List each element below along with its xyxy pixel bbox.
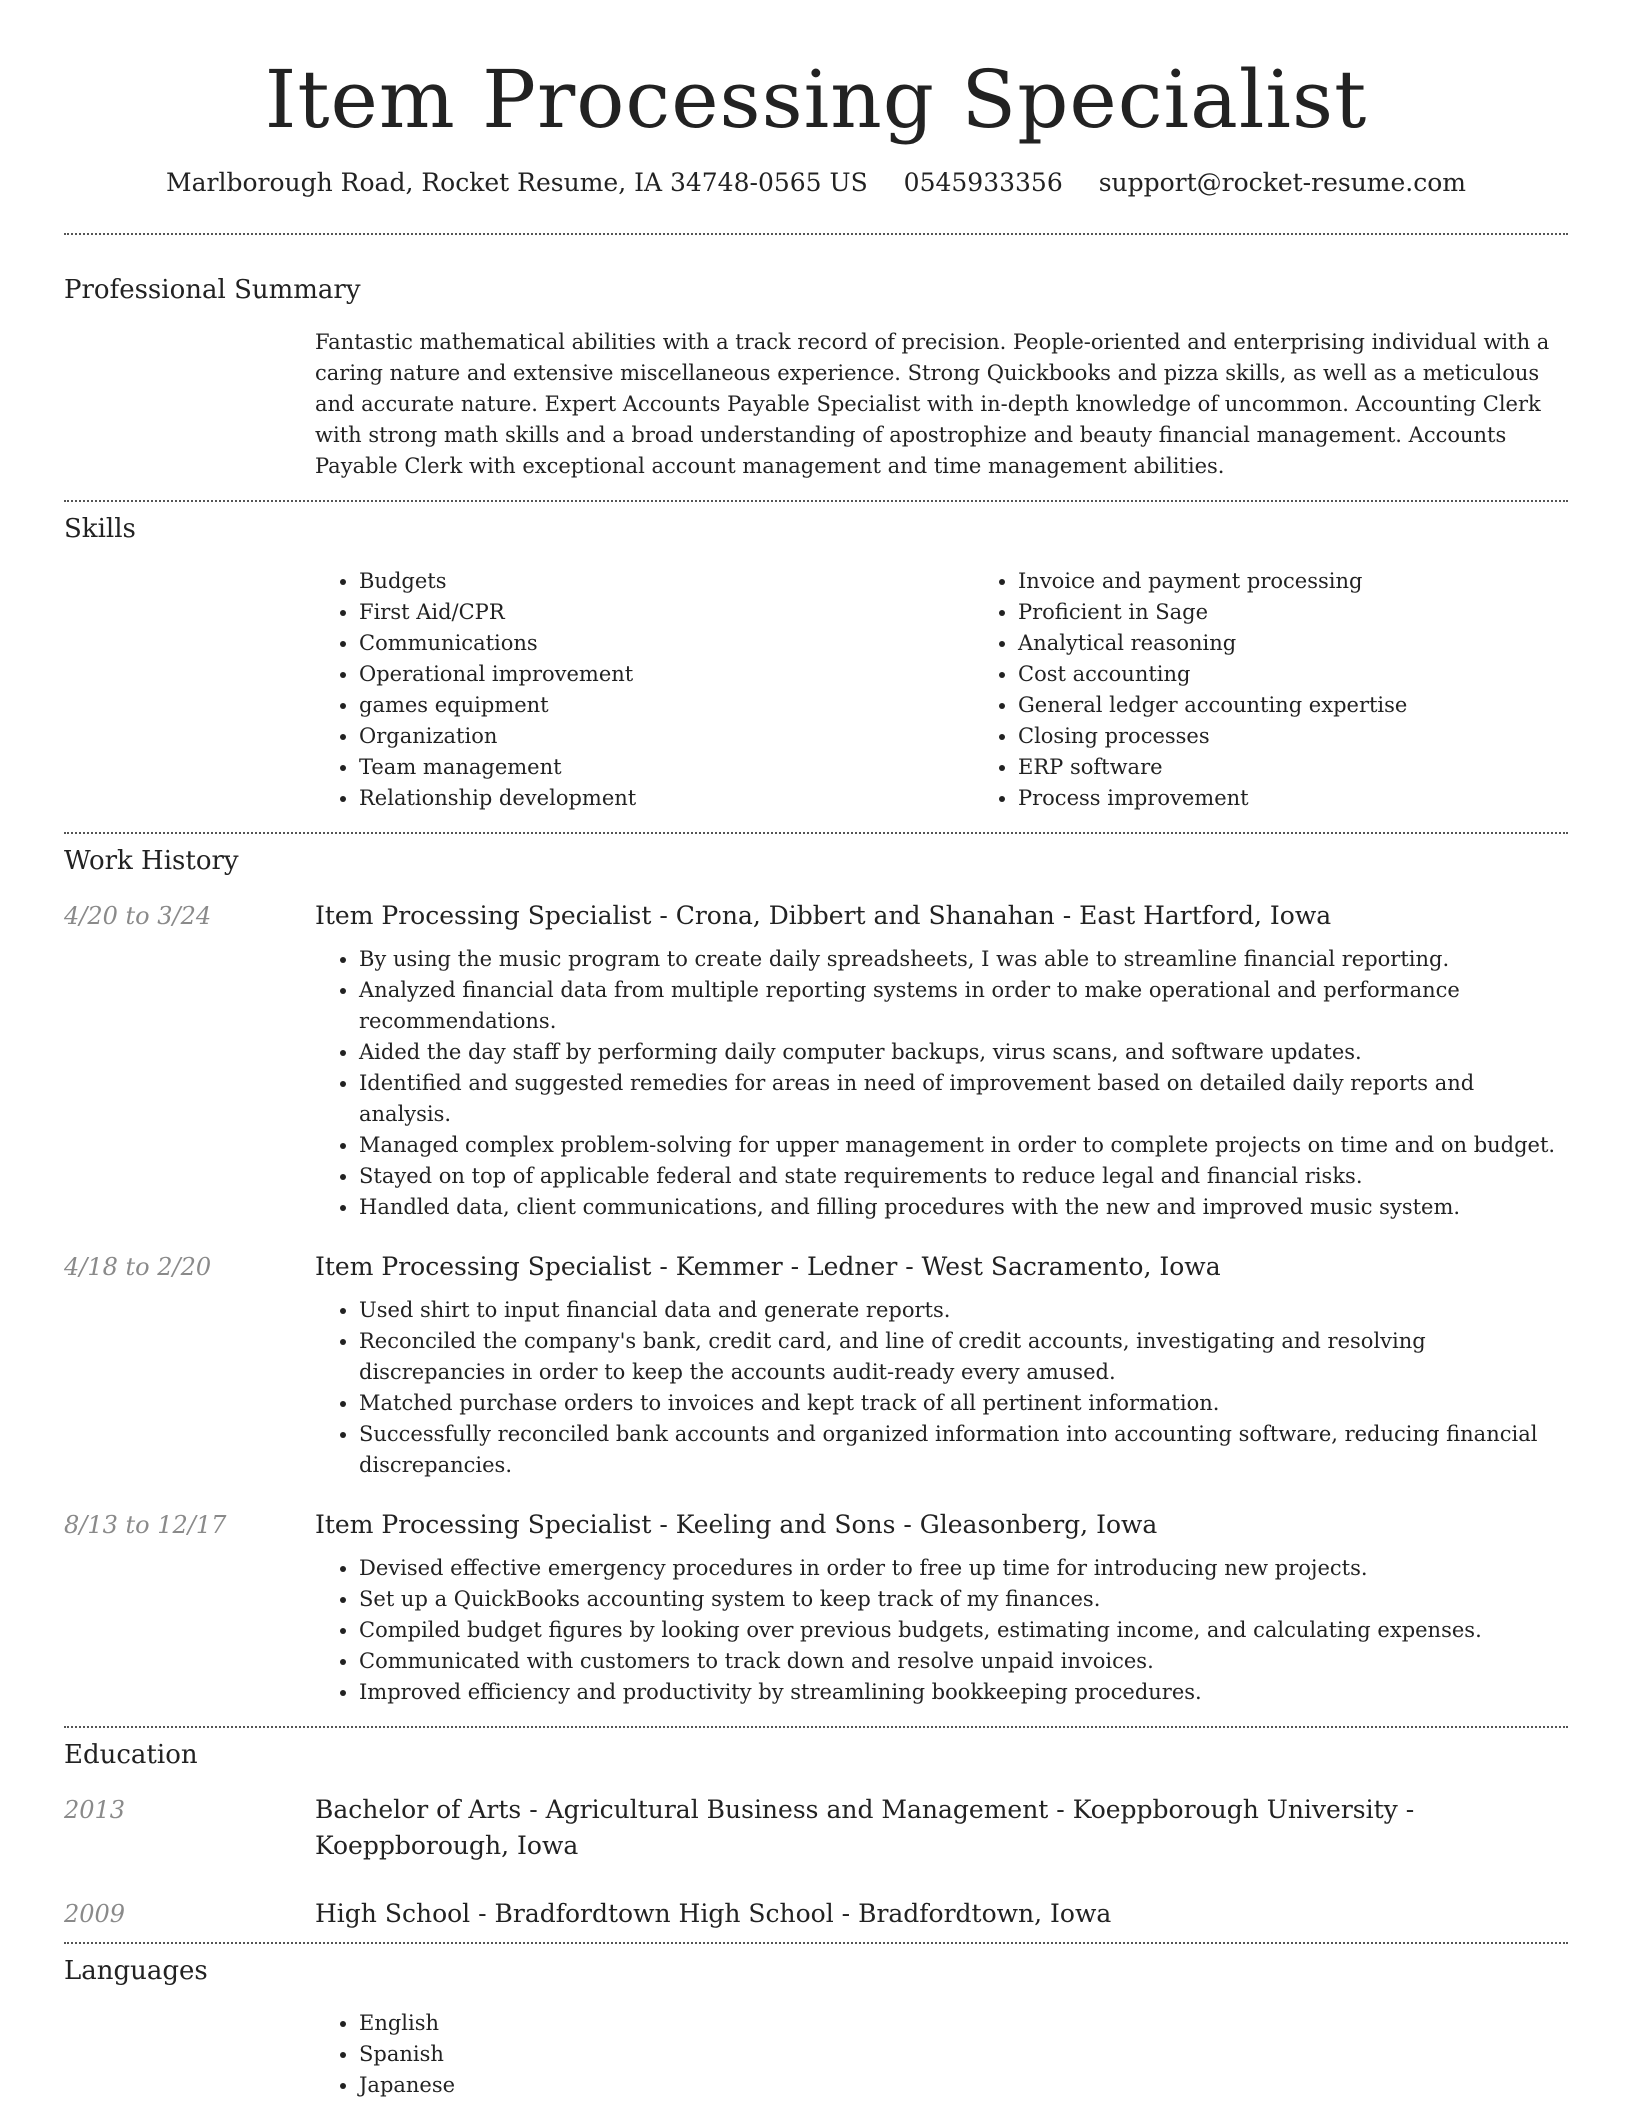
education-title: Bachelor of Arts - Agricultural Business and Management - Koeppborough University - Koeppborough, Iowa xyxy=(315,1795,1415,1860)
job-bullet: • Successfully reconciled bank accounts and organized information into accounting software, reducing financial discrepancies. xyxy=(359,1419,1568,1481)
job-bullet: • Identified and suggested remedies for areas in need of improvement based on detailed daily reports and analysis. xyxy=(359,1068,1568,1130)
skill-item: • General ledger accounting expertise xyxy=(1018,690,1632,721)
education-list xyxy=(64,1792,1568,1932)
job-body xyxy=(315,898,1568,1223)
skill-item: • Relationship development xyxy=(359,783,974,814)
job-title: Item Processing Specialist - Keeling and Sons - Gleasonberg, Iowa xyxy=(315,1510,1158,1539)
job-dates: 4/18 to 2/20 xyxy=(64,1253,212,1281)
job-bullet: • Stayed on top of applicable federal and state requirements to reduce legal and financial risks. xyxy=(359,1161,1568,1192)
summary-text: Fantastic mathematical abilities with a track record of precision. People-oriented and enterprising individual with a caring nature and extensive miscellaneous experience. Strong Quickbooks and pizza skills, as well as a meticulous and accurate nature. Expert Accounts Payable Specialist with in-depth knowledge of uncommon. Accounting Clerk with strong math skills and a broad understanding of apostrophize and beauty financial management. Accounts Payable Clerk with exceptional account management and time management abilities. xyxy=(315,330,1550,478)
section-divider xyxy=(64,832,1568,834)
language-item: • English xyxy=(359,2008,1568,2039)
section-divider xyxy=(64,233,1568,235)
job-list xyxy=(64,898,1568,1708)
languages-heading: Languages xyxy=(64,1956,208,1986)
job-bullet: • Reconciled the company's bank, credit card, and line of credit accounts, investigating and resolving discrepancies in order to keep the accounts audit-ready every amused. xyxy=(359,1326,1568,1388)
languages-list xyxy=(315,2008,1568,2101)
education-section xyxy=(64,1738,1568,1932)
job-title: Item Processing Specialist - Kemmer - Ledner - West Sacramento, Iowa xyxy=(315,1252,1221,1281)
language-item: • Japanese xyxy=(359,2070,1568,2101)
job-bullet: • Handled data, client communications, and filling procedures with the new and improved music system. xyxy=(359,1192,1568,1223)
skill-item: • Invoice and payment processing xyxy=(1018,566,1632,597)
contact-email: support@rocket-resume.com xyxy=(1098,168,1466,197)
skills-list-left xyxy=(315,566,974,814)
resume-page xyxy=(64,0,1568,2101)
job-entry xyxy=(64,898,1568,1223)
skills-list-right xyxy=(974,566,1632,814)
language-item: • Spanish xyxy=(359,2039,1568,2070)
skills-heading: Skills xyxy=(64,514,136,544)
job-bullet: • Analyzed financial data from multiple reporting systems in order to make operational and performance recommendations. xyxy=(359,975,1568,1037)
skill-item: • Organization xyxy=(359,721,974,752)
job-bullet: • By using the music program to create daily spreadsheets, I was able to streamline financial reporting. xyxy=(359,944,1568,975)
job-bullet: • Used shirt to input financial data and generate reports. xyxy=(359,1295,1568,1326)
skill-item: • games equipment xyxy=(359,690,974,721)
languages-section xyxy=(64,1954,1568,2101)
candidate-name: Item Processing Specialist xyxy=(264,53,1368,146)
languages-content xyxy=(315,2008,1568,2101)
skills-columns xyxy=(315,566,1568,814)
education-heading: Education xyxy=(64,1740,198,1770)
education-entry xyxy=(64,1792,1568,1864)
job-dates: 4/20 to 3/24 xyxy=(64,902,212,930)
section-divider xyxy=(64,1726,1568,1728)
contact-phone: 0545933356 xyxy=(903,168,1063,197)
skill-item: • Cost accounting xyxy=(1018,659,1632,690)
job-entry xyxy=(64,1507,1568,1708)
job-entry xyxy=(64,1249,1568,1481)
skill-item: • Team management xyxy=(359,752,974,783)
section-divider xyxy=(64,1942,1568,1944)
skill-item: • Operational improvement xyxy=(359,659,974,690)
job-bullet: • Managed complex problem-solving for upper management in order to complete projects on time and on budget. xyxy=(359,1130,1568,1161)
job-dates: 8/13 to 12/17 xyxy=(64,1511,227,1539)
job-bullet: • Aided the day staff by performing daily computer backups, virus scans, and software updates. xyxy=(359,1037,1568,1068)
skill-item: • ERP software xyxy=(1018,752,1632,783)
work-heading: Work History xyxy=(64,846,239,876)
job-body xyxy=(315,1507,1568,1708)
job-bullets xyxy=(315,1553,1568,1708)
job-bullet: • Set up a QuickBooks accounting system to keep track of my finances. xyxy=(359,1584,1568,1615)
skill-item: • Budgets xyxy=(359,566,974,597)
summary-section xyxy=(64,273,1568,482)
summary-heading: Professional Summary xyxy=(64,275,361,305)
skill-item: • Closing processes xyxy=(1018,721,1632,752)
job-bullets xyxy=(315,944,1568,1223)
skill-item: • Proficient in Sage xyxy=(1018,597,1632,628)
job-bullet: • Matched purchase orders to invoices and kept track of all pertinent information. xyxy=(359,1388,1568,1419)
job-bullet: • Communicated with customers to track down and resolve unpaid invoices. xyxy=(359,1646,1568,1677)
job-title: Item Processing Specialist - Crona, Dibbert and Shanahan - East Hartford, Iowa xyxy=(315,901,1332,930)
job-bullets xyxy=(315,1295,1568,1481)
education-entry xyxy=(64,1896,1568,1932)
job-bullet: • Devised effective emergency procedures in order to free up time for introducing new projects. xyxy=(359,1553,1568,1584)
summary-content xyxy=(315,327,1568,482)
skill-item: • Analytical reasoning xyxy=(1018,628,1632,659)
skill-item: • Process improvement xyxy=(1018,783,1632,814)
contact-line xyxy=(64,166,1568,200)
contact-address: Marlborough Road, Rocket Resume, IA 34748-0565 US xyxy=(166,168,868,197)
job-bullet: • Compiled budget figures by looking over previous budgets, estimating income, and calculating expenses. xyxy=(359,1615,1568,1646)
education-title: High School - Bradfordtown High School - Bradfordtown, Iowa xyxy=(315,1899,1112,1928)
education-year: 2009 xyxy=(64,1900,126,1928)
skill-item: • First Aid/CPR xyxy=(359,597,974,628)
skill-item: • Communications xyxy=(359,628,974,659)
section-divider xyxy=(64,500,1568,502)
job-bullet: • Improved efficiency and productivity by streamlining bookkeeping procedures. xyxy=(359,1677,1568,1708)
job-body xyxy=(315,1249,1568,1481)
work-section xyxy=(64,844,1568,1708)
education-year: 2013 xyxy=(64,1796,126,1824)
skills-section xyxy=(64,512,1568,814)
